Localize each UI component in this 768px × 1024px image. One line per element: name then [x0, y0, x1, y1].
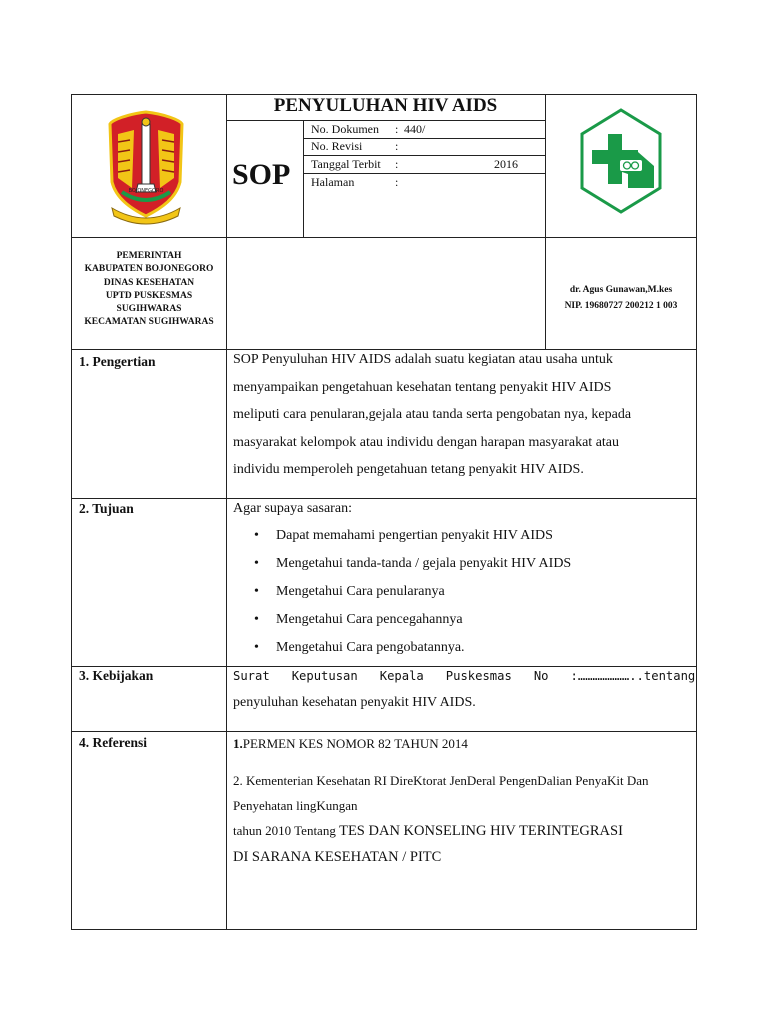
paragraph-line: individu memperoleh pengetahuan tetang penyakit HIV AIDS.: [233, 462, 584, 477]
paragraph-line: masyarakat kelompok atau individu dengan harapan masyarakat atau: [233, 434, 620, 450]
paragraph-line: menyampaikan pengetahuan kesehatan tentang penyakit HIV AIDS: [233, 379, 612, 395]
meta-label-halaman: Halaman: [311, 175, 355, 189]
kebijakan-line-2: penyuluhan kesehatan penyakit HIV AIDS.: [233, 695, 476, 710]
meta-value-tanggal-terbit: 2016: [494, 157, 518, 171]
referensi-item-1: [233, 736, 468, 752]
referensi-item-2-line-3: [233, 822, 623, 840]
referensi-item-2-topic: TES DAN KONSELING HIV TERINTEGRASI: [339, 823, 623, 839]
sop-label: SOP: [232, 158, 291, 191]
section-label-tujuan: 2. Tujuan: [79, 501, 134, 516]
signer-block: [546, 282, 696, 314]
meta-value-no-dokumen: 440/: [404, 122, 426, 136]
referensi-item-1-text: PERMEN KES NOMOR 82 TAHUN 2014: [242, 736, 468, 751]
institution-line: KABUPATEN BOJONEGORO: [84, 264, 214, 275]
meta-label-no-revisi: No. Revisi: [311, 139, 363, 153]
meta-label-no-dokumen: No. Dokumen: [311, 122, 379, 136]
institution-line: PEMERINTAH: [116, 251, 182, 261]
tujuan-item: • Mengetahui Cara pencegahannya: [276, 612, 463, 628]
document-title: PENYULUHAN HIV AIDS: [273, 95, 498, 116]
pengertian-text: [233, 346, 689, 484]
tujuan-intro: Agar supaya sasaran:: [233, 501, 352, 516]
paragraph-line: meliputi cara penularan,gejala atau tanda serta pengobatan nya, kepada: [233, 407, 632, 422]
institution-line: KECAMATAN SUGIHWARAS: [84, 317, 214, 328]
meta-sep: :: [395, 157, 399, 171]
tujuan-item: • Mengetahui Cara pengobatannya.: [276, 640, 465, 656]
meta-sep: :: [395, 139, 399, 153]
kebijakan-line-1: Surat Keputusan Kepala Puskesmas No :…………………..tentang: [233, 669, 696, 683]
institution-line: UPTD PUSKESMAS: [105, 290, 193, 301]
institution-block: [72, 250, 226, 330]
referensi-item-2-line-1: 2. Kementerian Kesehatan RI DireKtorat JenDeral PengenDalian PenyaKit Dan: [233, 773, 649, 788]
section-label-referensi: 4. Referensi: [79, 735, 147, 750]
signer-nip: NIP. 19680727 200212 1 003: [564, 301, 678, 311]
meta-sep: :: [395, 175, 399, 189]
referensi-item-2-year: tahun 2010 Tentang: [233, 823, 340, 838]
meta-sep: :: [395, 122, 399, 136]
signer-name: dr. Agus Gunawan,M.kes: [569, 285, 673, 295]
tujuan-item: • Mengetahui Cara penularanya: [276, 584, 445, 600]
referensi-item-2-line-2: Penyehatan lingKungan: [233, 798, 358, 813]
logo-left-text: BOJONEGORO: [128, 188, 164, 194]
tujuan-item: • Dapat memahami pengertian penyakit HIV AIDS: [276, 528, 553, 544]
institution-line: DINAS KESEHATAN: [103, 277, 195, 288]
puskesmas-logo: [580, 108, 662, 214]
meta-label-tanggal-terbit: Tanggal Terbit: [311, 157, 381, 171]
paragraph-line: SOP Penyuluhan HIV AIDS adalah suatu kegiatan atau usaha untuk: [233, 352, 613, 367]
referensi-item-1-number: 1.: [233, 736, 243, 751]
bojonegoro-logo: [104, 108, 188, 226]
tujuan-item: • Mengetahui tanda-tanda / gejala penyakit HIV AIDS: [276, 556, 571, 572]
section-label-pengertian: 1. Pengertian: [79, 354, 156, 369]
institution-line: SUGIHWARAS: [116, 304, 182, 315]
referensi-item-2-line-4: DI SARANA KESEHATAN / PITC: [233, 849, 442, 865]
section-label-kebijakan: 3. Kebijakan: [79, 668, 154, 683]
